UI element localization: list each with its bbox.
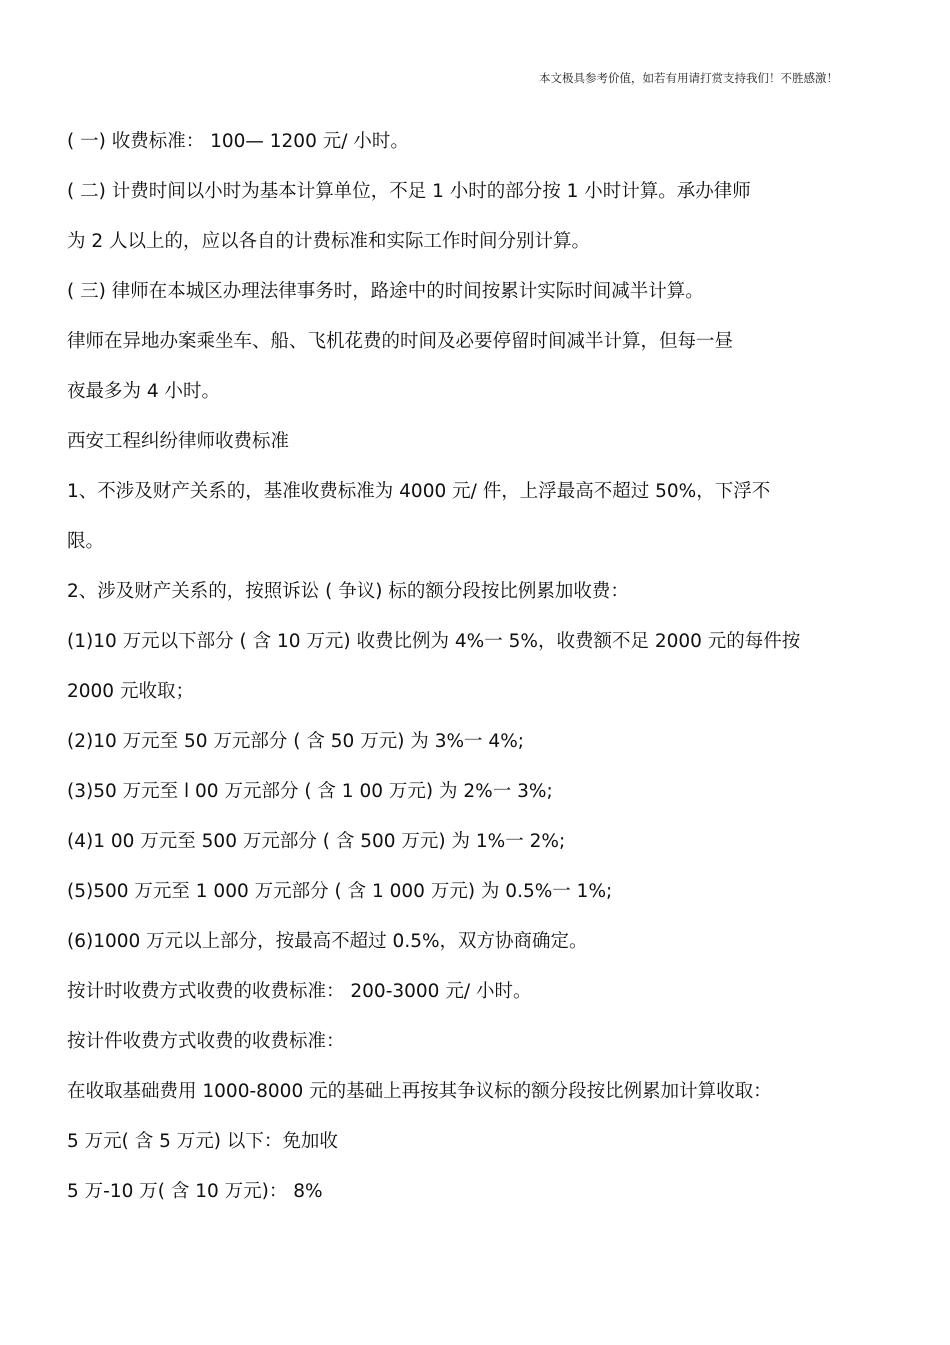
list-item: 5 万-10 万( 含 10 万元)： 8% bbox=[67, 1181, 323, 1202]
paragraph-line: ( 二) 计费时间以小时为基本计算单位，不足 1 小时的部分按 1 小时计算。承办律师 bbox=[67, 181, 751, 202]
paragraph-line: 1、不涉及财产关系的，基准收费标准为 4000 元/ 件，上浮最高不超过 50%，下浮不 bbox=[67, 481, 771, 502]
paragraph-line: ( 三) 律师在本城区办理法律事务时，路途中的时间按累计实际时间减半计算。 bbox=[67, 281, 704, 302]
list-item: (5)500 万元至 1 000 万元部分 ( 含 1 000 万元) 为 0.5%一 1%; bbox=[67, 881, 613, 902]
list-item: (4)1 00 万元至 500 万元部分 ( 含 500 万元) 为 1%一 2%; bbox=[67, 831, 566, 852]
paragraph-line: 为 2 人以上的，应以各自的计费标准和实际工作时间分别计算。 bbox=[67, 231, 591, 252]
paragraph-line: 按计时收费方式收费的收费标准： 200-3000 元/ 小时。 bbox=[67, 981, 532, 1002]
paragraph-line: 按计件收费方式收费的收费标准： bbox=[67, 1031, 345, 1052]
paragraph-line: ( 一) 收费标准： 100— 1200 元/ 小时。 bbox=[67, 131, 409, 152]
list-item: (1)10 万元以下部分 ( 含 10 万元) 收费比例为 4%一 5%，收费额不足 2000 元的每件按 bbox=[67, 631, 801, 652]
paragraph-line: 夜最多为 4 小时。 bbox=[67, 381, 221, 402]
paragraph-line: 2、涉及财产关系的，按照诉讼 ( 争议) 标的额分段按比例累加收费： bbox=[67, 581, 629, 602]
paragraph-line: 在收取基础费用 1000-8000 元的基础上再按其争议标的额分段按比例累加计算收取： bbox=[67, 1081, 772, 1102]
list-item: 5 万元( 含 5 万元) 以下：免加收 bbox=[67, 1131, 338, 1152]
paragraph-line: 限。 bbox=[67, 531, 105, 552]
section-title: 西安工程纠纷律师收费标准 bbox=[67, 431, 290, 452]
paragraph-line: 律师在异地办案乘坐车、船、飞机花费的时间及必要停留时间减半计算，但每一昼 bbox=[67, 331, 734, 352]
list-item: (3)50 万元至 l 00 万元部分 ( 含 1 00 万元) 为 2%一 3%; bbox=[67, 781, 553, 802]
list-item: (2)10 万元至 50 万元部分 ( 含 50 万元) 为 3%一 4%; bbox=[67, 731, 524, 752]
list-item: (6)1000 万元以上部分，按最高不超过 0.5%，双方协商确定。 bbox=[67, 931, 588, 952]
list-item: 2000 元收取； bbox=[67, 681, 194, 702]
document-body bbox=[67, 122, 879, 1222]
header-note: 本文极具参考价值，如若有用请打赏支持我们！不胜感激！ bbox=[539, 71, 838, 85]
